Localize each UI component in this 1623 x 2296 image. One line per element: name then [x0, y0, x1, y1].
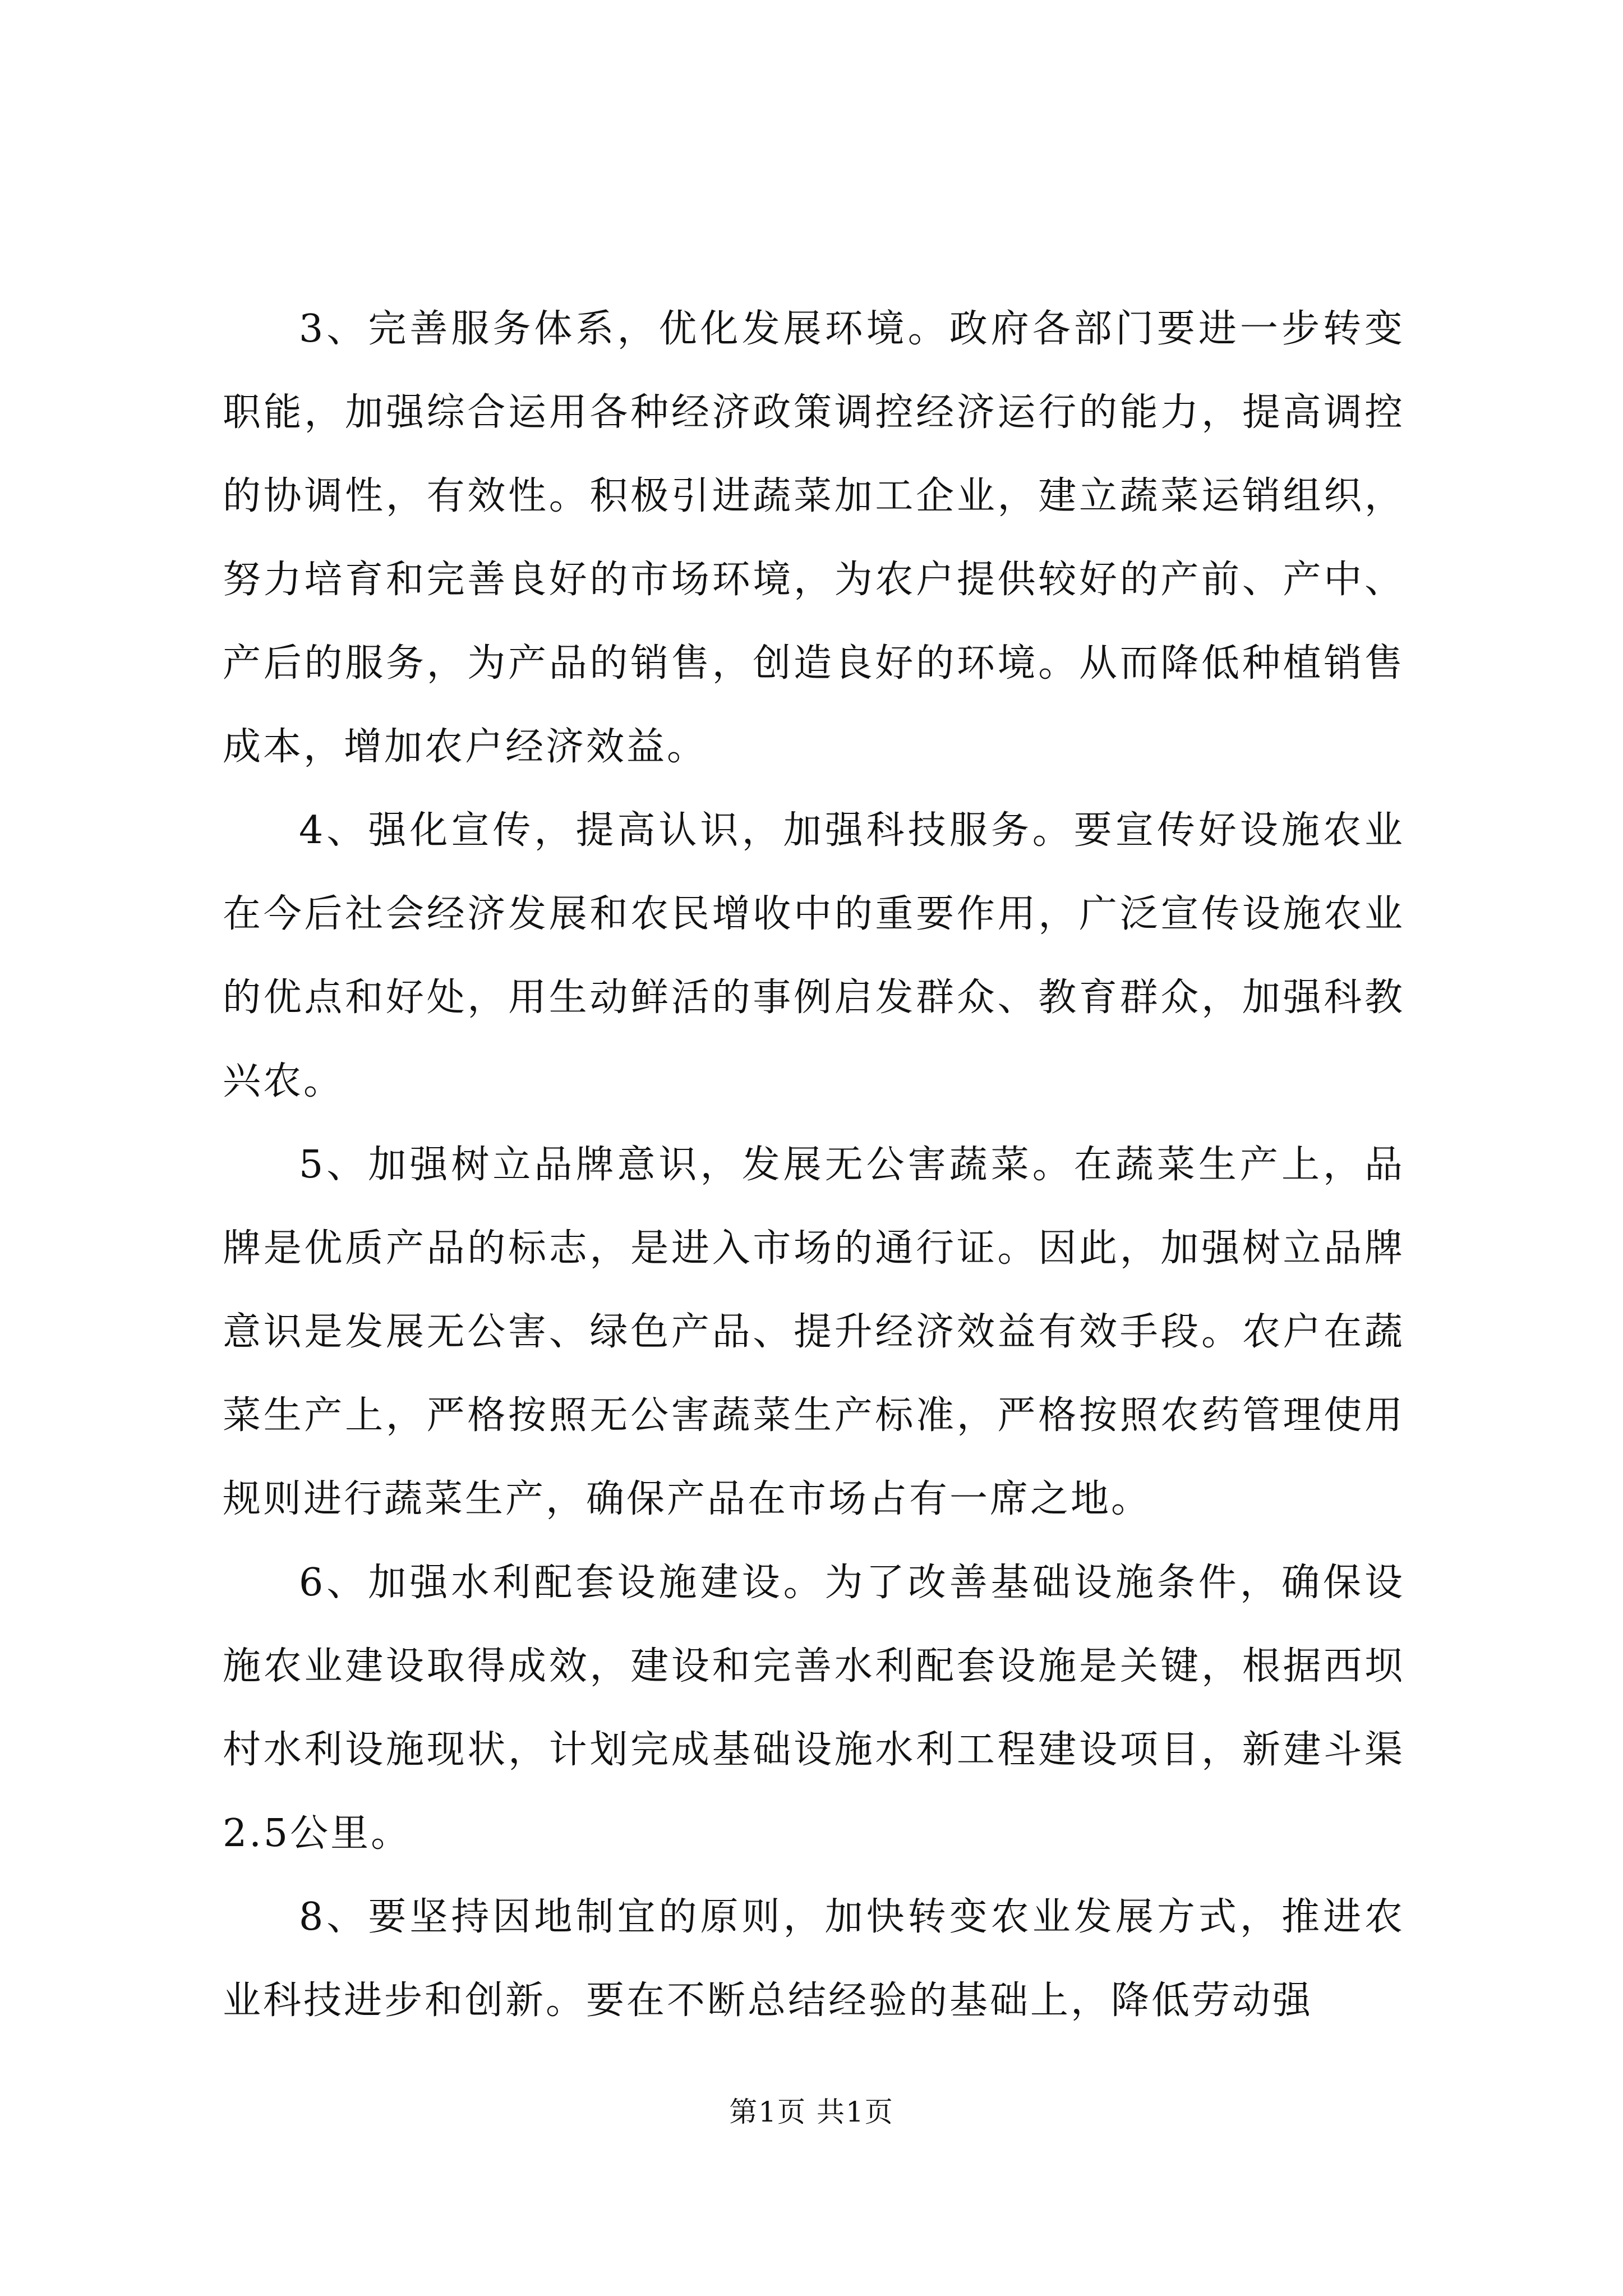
paragraph-5: 5、加强树立品牌意识，发展无公害蔬菜。在蔬菜生产上，品牌是优质产品的标志，是进入市场的通行证。因此，加强树立品牌意识是发展无公害、绿色产品、提升经济效益有效手段。农户在蔬菜生产上，严格按照无公害蔬菜生产标准，严格按照农药管理使用规则进行蔬菜生产，确保产品在市场占有一席之地。: [223, 1143, 1405, 1521]
page-number-footer: 第1页 共1页: [729, 2096, 894, 2128]
paragraph-6: 6、加强水利配套设施建设。为了改善基础设施条件，确保设施农业建设取得成效，建设和完善水利配套设施是关键，根据西坝村水利设施现状，计划完成基础设施水利工程建设项目，新建斗渠2.5公里。: [223, 1561, 1405, 1856]
paragraph-4: 4、强化宣传，提高认识，加强科技服务。要宣传好设施农业在今后社会经济发展和农民增收中的重要作用，广泛宣传设施农业的优点和好处，用生动鲜活的事例启发群众、教育群众，加强科教兴农。: [223, 808, 1405, 1103]
paragraph-8: 8、要坚持因地制宜的原则，加快转变农业发展方式，推进农业科技进步和创新。要在不断总结经验的基础上，降低劳动强: [223, 1895, 1405, 2023]
document-body: [223, 287, 1405, 2042]
paragraph-3: 3、完善服务体系，优化发展环境。政府各部门要进一步转变职能，加强综合运用各种经济政策调控经济运行的能力，提高调控的协调性，有效性。积极引进蔬菜加工企业，建立蔬菜运销组织，努力培育和完善良好的市场环境，为农户提供较好的产前、产中、产后的服务，为产品的销售，创造良好的环境。从而降低种植销售成本，增加农户经济效益。: [223, 307, 1405, 769]
